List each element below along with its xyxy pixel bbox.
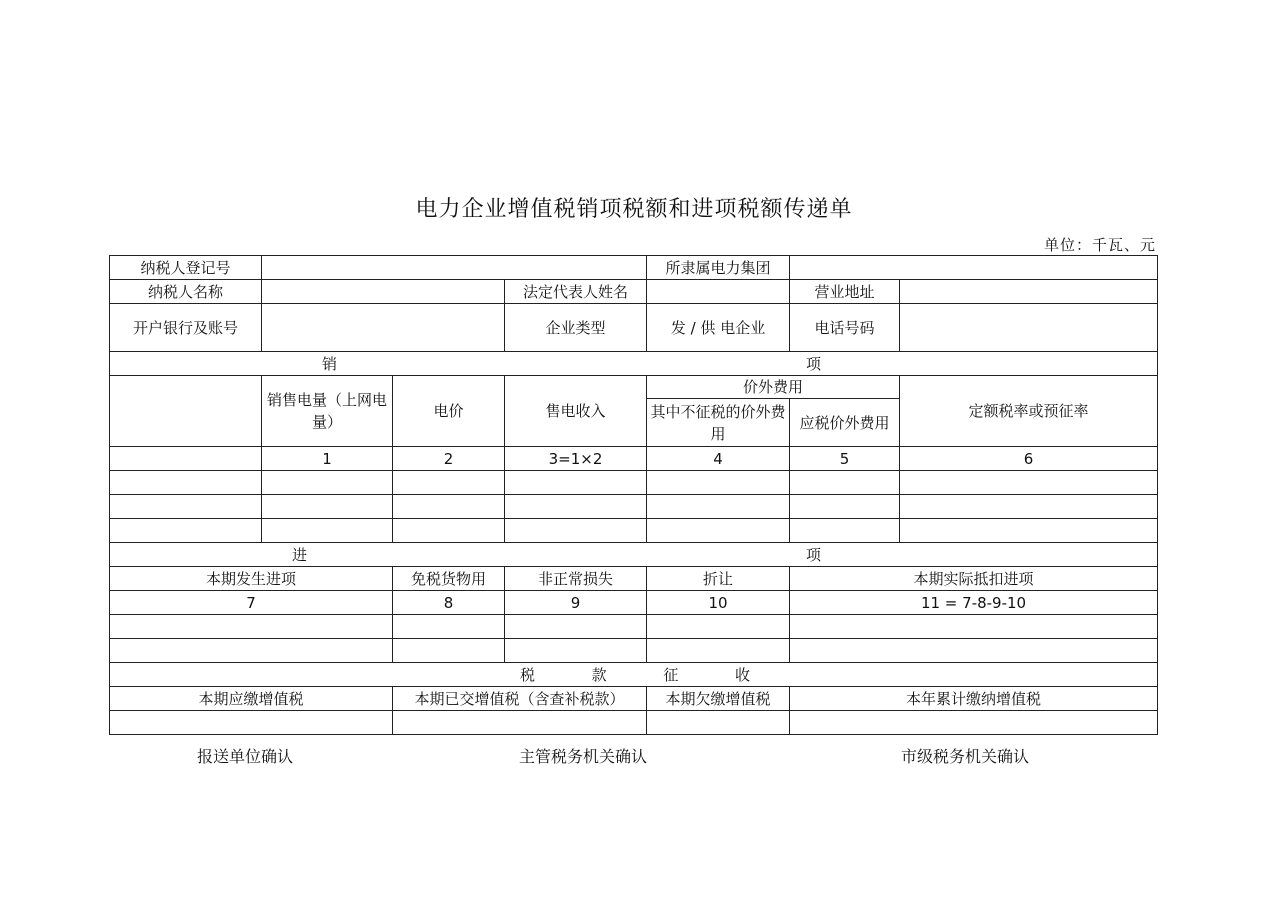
num-11: 11 = 7-8-9-10	[790, 591, 1158, 615]
num-2: 2	[393, 447, 505, 471]
collection-char-3: 征	[663, 665, 679, 684]
sales-section-right: 项	[806, 354, 822, 373]
collection-char-1: 税	[520, 665, 536, 684]
sales-data-row	[110, 519, 1158, 543]
sales-data-row	[110, 495, 1158, 519]
bank-value[interactable]	[262, 304, 505, 352]
collection-char-2: 款	[591, 665, 607, 684]
type-value: 发 / 供 电企业	[647, 304, 790, 352]
col-annual: 本年累计缴纳增值税	[790, 687, 1158, 711]
num-3: 3=1×2	[505, 447, 647, 471]
collection-char-4: 收	[734, 665, 750, 684]
input-data-row	[110, 639, 1158, 663]
col-extra-nontax: 其中不征税的价外费用	[647, 399, 790, 447]
sales-num-row	[110, 447, 1158, 471]
col-extra: 价外费用	[647, 376, 900, 399]
footer-confirmations	[109, 744, 1157, 770]
input-col-header	[110, 567, 1158, 591]
col-paid: 本期已交增值税（含查补税款）	[393, 687, 647, 711]
tax-confirm: 主管税务机关确认	[519, 747, 648, 766]
bank-label: 开户银行及账号	[110, 304, 262, 352]
input-section-left: 进	[292, 545, 308, 564]
col-extra-tax: 应税价外费用	[790, 399, 900, 447]
unit-confirm: 报送单位确认	[197, 747, 294, 766]
input-num-row	[110, 591, 1158, 615]
sales-blank-head	[110, 376, 262, 447]
col-revenue: 售电收入	[505, 376, 647, 447]
col-owed: 本期欠缴增值税	[647, 687, 790, 711]
name-label: 纳税人名称	[110, 280, 262, 304]
input-section-header	[110, 543, 1158, 567]
num-10: 10	[647, 591, 790, 615]
num-9: 9	[505, 591, 647, 615]
row-name	[110, 280, 1158, 304]
num-1: 1	[262, 447, 393, 471]
sales-section-header	[110, 352, 1158, 376]
row-reg-no	[110, 256, 1158, 280]
collection-section-header	[110, 663, 1158, 687]
tax-transfer-table	[109, 255, 1158, 735]
col-loss: 非正常损失	[505, 567, 647, 591]
num-8: 8	[393, 591, 505, 615]
col-rate: 定额税率或预征率	[900, 376, 1158, 447]
row-bank	[110, 304, 1158, 352]
address-label: 营业地址	[790, 280, 900, 304]
sales-col-header-1	[110, 376, 1158, 399]
group-value[interactable]	[790, 256, 1158, 280]
sales-data-row	[110, 471, 1158, 495]
name-value[interactable]	[262, 280, 505, 304]
sales-section-left: 销	[322, 354, 338, 373]
col-taxfree: 免税货物用	[393, 567, 505, 591]
reg-no-value[interactable]	[262, 256, 647, 280]
num-5: 5	[790, 447, 900, 471]
col-payable: 本期应缴增值税	[110, 687, 393, 711]
input-section-right: 项	[806, 545, 822, 564]
form-title: 电力企业增值税销项税额和进项税额传递单	[415, 197, 853, 222]
unit-label: 单位：千瓦、元	[1043, 236, 1156, 254]
collection-col-header	[110, 687, 1158, 711]
input-data-row	[110, 615, 1158, 639]
collection-data-row	[110, 711, 1158, 735]
num-4: 4	[647, 447, 790, 471]
col-current: 本期发生进项	[110, 567, 393, 591]
num-7: 7	[110, 591, 393, 615]
col-volume: 销售电量（上网电量）	[262, 376, 393, 447]
col-discount: 折让	[647, 567, 790, 591]
address-value[interactable]	[900, 280, 1158, 304]
col-actual: 本期实际抵扣进项	[790, 567, 1158, 591]
city-confirm: 市级税务机关确认	[901, 747, 1030, 766]
reg-no-label: 纳税人登记号	[110, 256, 262, 280]
phone-label: 电话号码	[790, 304, 900, 352]
num-6: 6	[900, 447, 1158, 471]
type-label: 企业类型	[505, 304, 647, 352]
legal-rep-label: 法定代表人姓名	[505, 280, 647, 304]
phone-value[interactable]	[900, 304, 1158, 352]
legal-rep-value[interactable]	[647, 280, 790, 304]
group-label: 所隶属电力集团	[647, 256, 790, 280]
col-price: 电价	[393, 376, 505, 447]
